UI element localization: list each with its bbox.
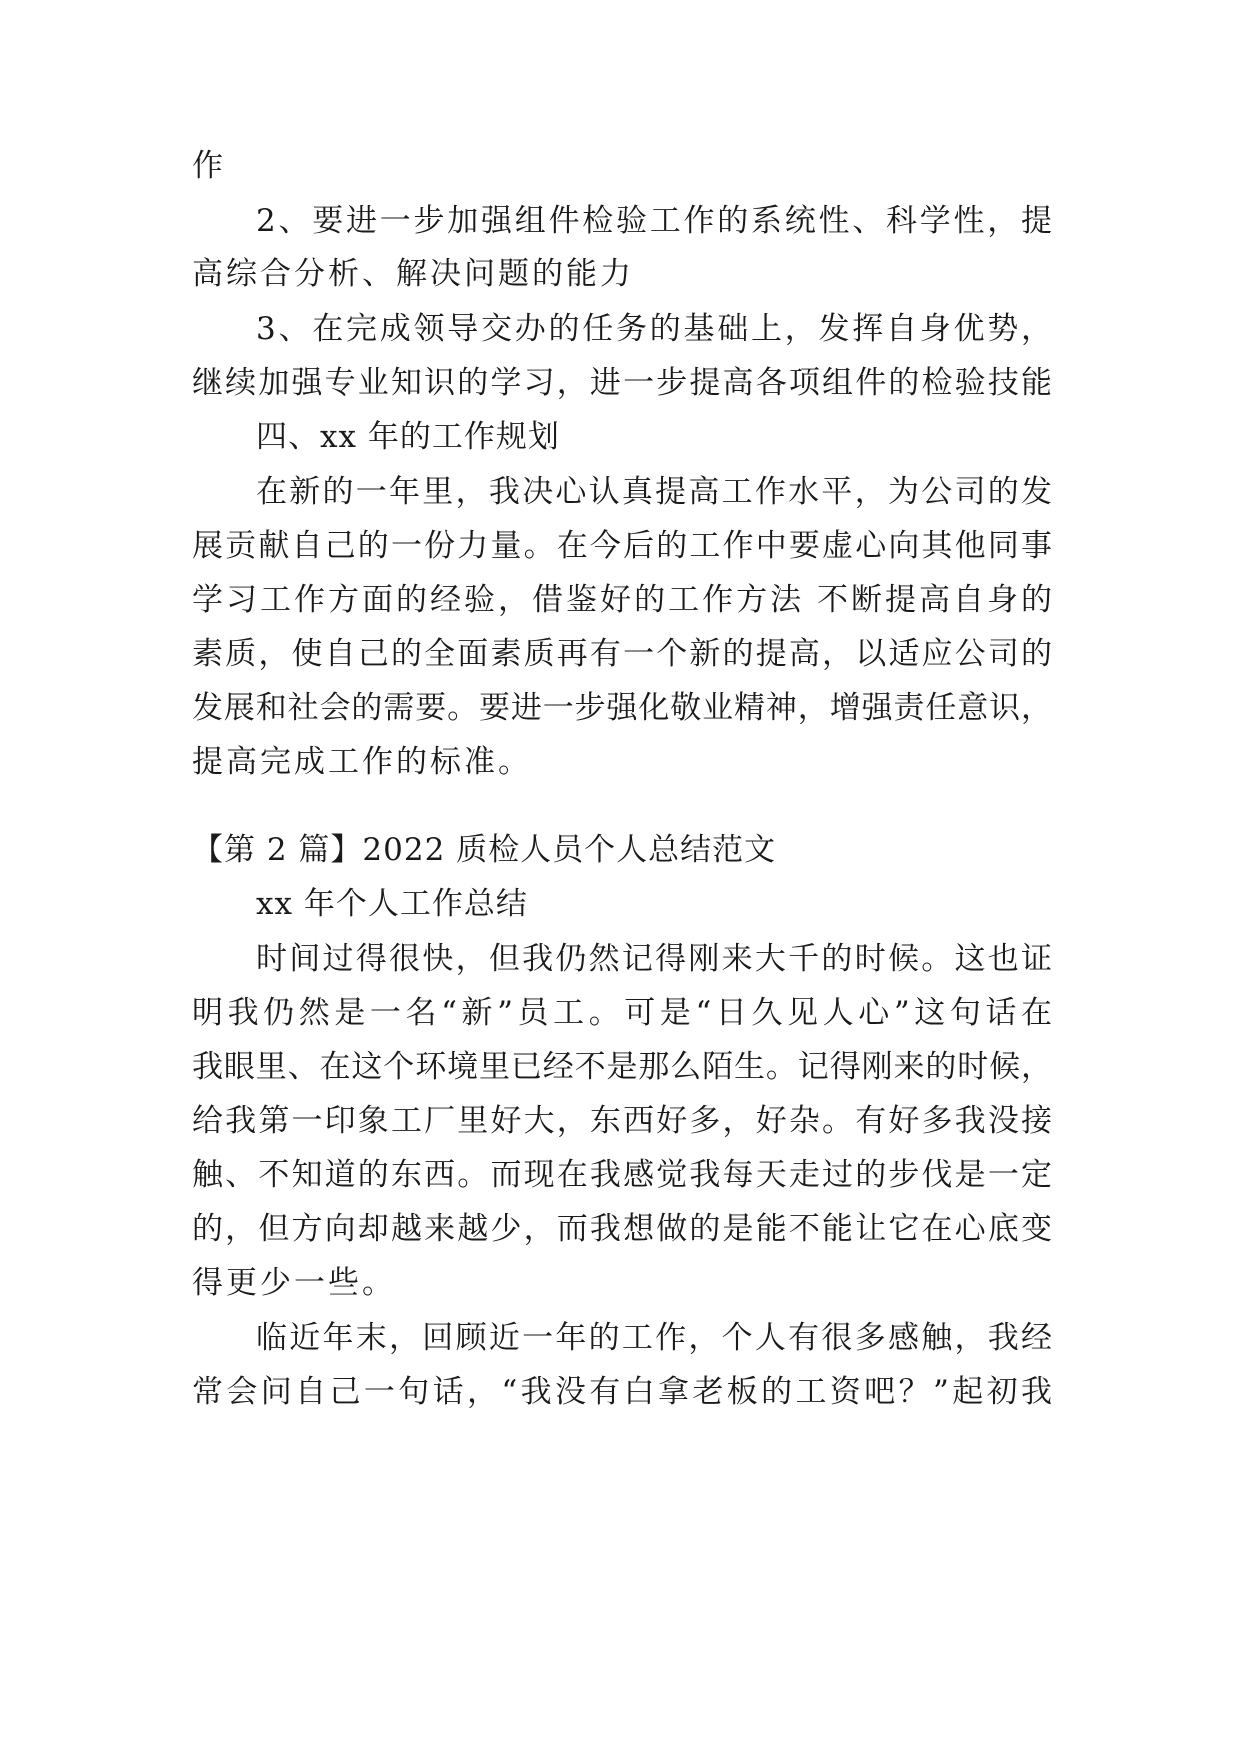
paragraph-line: 学习工作方面的经验，借鉴好的工作方法 不断提高自身的 <box>192 582 1052 618</box>
paragraph-line: 继续加强专业知识的学习，进一步提高各项组件的检验技能 <box>192 365 1052 401</box>
paragraph-line: 我眼里、在这个环境里已经不是那么陌生。记得刚来的时候， <box>192 1049 1052 1085</box>
paragraph-line: 2、要进一步加强组件检验工作的系统性、科学性，提 <box>256 203 1052 239</box>
paragraph-line: 作 <box>192 148 226 184</box>
paragraph-line: 触、不知道的东西。而现在我感觉我每天走过的步伐是一定 <box>192 1157 1052 1193</box>
paragraph-line: 高综合分析、解决问题的能力 <box>192 256 634 292</box>
section-heading: xx 年个人工作总结 <box>256 886 528 922</box>
paragraph-line: 发展和社会的需要。要进一步强化敬业精神，增强责任意识， <box>192 690 1052 726</box>
paragraph-line: 素质，使自己的全面素质再有一个新的提高，以适应公司的 <box>192 636 1052 672</box>
paragraph-line: 时间过得很快，但我仍然记得刚来大千的时候。这也证 <box>256 941 1052 977</box>
paragraph-line: 临近年末，回顾近一年的工作，个人有很多感触，我经 <box>256 1320 1052 1356</box>
paragraph-line: 提高完成工作的标准。 <box>192 744 532 780</box>
paragraph-line: 得更少一些。 <box>192 1265 396 1301</box>
paragraph-line: 给我第一印象工厂里好大，东西好多，好杂。有好多我没接 <box>192 1103 1052 1139</box>
article-title: 【第 2 篇】2022 质检人员个人总结范文 <box>192 832 777 868</box>
section-heading: 四、xx 年的工作规划 <box>256 419 560 455</box>
paragraph-line: 的，但方向却越来越少，而我想做的是能不能让它在心底变 <box>192 1211 1052 1247</box>
paragraph-line: 在新的一年里，我决心认真提高工作水平，为公司的发 <box>256 474 1052 510</box>
paragraph-line: 展贡献自己的一份力量。在今后的工作中要虚心向其他同事 <box>192 528 1052 564</box>
paragraph-line: 常会问自己一句话，“我没有白拿老板的工资吧？”起初我 <box>192 1374 1052 1410</box>
paragraph-line: 明我仍然是一名“新”员工。可是“日久见人心”这句话在 <box>192 995 1052 1031</box>
paragraph-line: 3、在完成领导交办的任务的基础上，发挥自身优势， <box>256 311 1052 347</box>
